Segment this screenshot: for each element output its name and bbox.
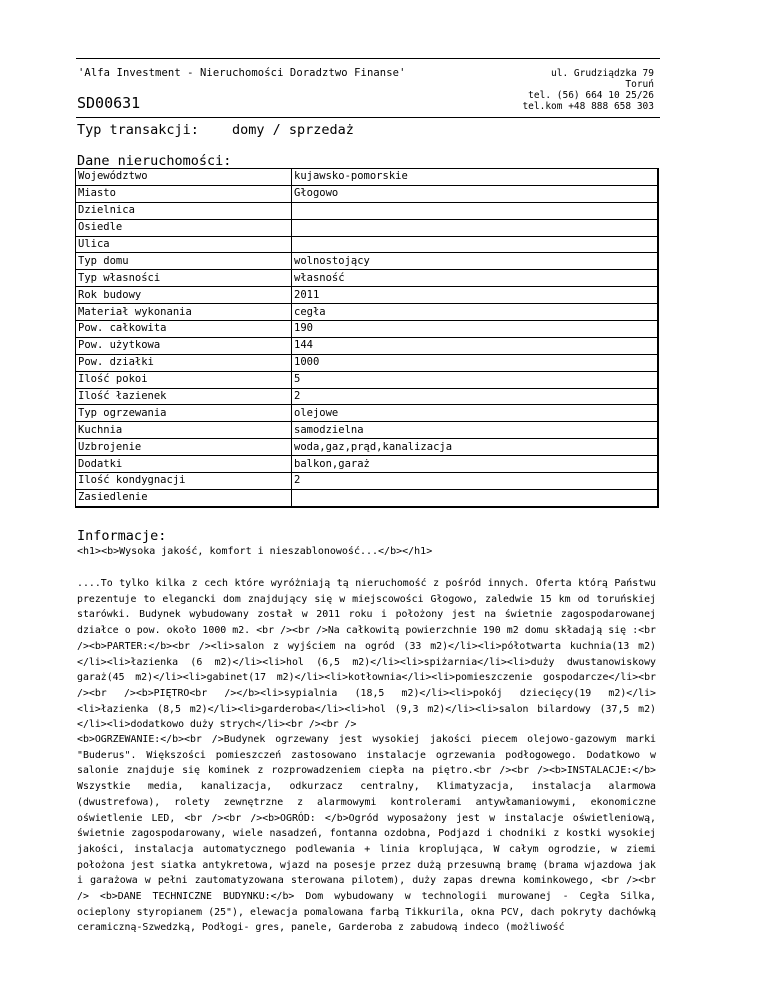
property-key: Typ domu	[76, 253, 292, 270]
property-key: Osiedle	[76, 219, 292, 236]
property-key: Dodatki	[76, 456, 292, 473]
property-key: Uzbrojenie	[76, 439, 292, 456]
property-value: balkon,garaż	[292, 456, 659, 473]
property-key: Ilość łazienek	[76, 388, 292, 405]
table-row	[76, 236, 659, 253]
property-value	[292, 236, 659, 253]
office-header	[76, 58, 660, 118]
table-row	[76, 185, 659, 202]
description-paragraph: ....To tylko kilka z cech które wyróżniają tą nieruchomość z pośród innych. Oferta którą Państwu prezentuje to elegancki dom znajdujący się w miejscowości Głogowo, zaledwie 15 km od toruńskiej starówki. Budynek wybudowany został w 2011 roku i położony jest na świetnie zagospodarowanej działce o pow. około 1000 m2. <br /><br />Na całkowitą powierzchnie 190 m2 domu składają się :<br /><b>PARTER:</b><br /><li>salon z wyjściem na ogród (33 m2)</li><li>półotwarta kuchnia(13 m2)</li><li>łazienka (6 m2)</li><li>hol (6,5 m2)</li><li>spiżarnia</li><li>duży dwustanowiskowy garaż(45 m2)</li><li>gabinet(17 m2)</li><li>kotłownia</li><li>pomieszczenie gospodarcze</li><br /><br /><b>PIĘTRO<br /></b><li>sypialnia (18,5 m2)</li><li>pokój dziecięcy(19 m2)</li><li>łazienka (8,5 m2)</li><li>garderoba</li><li>hol (9,3 m2)</li><li>salon bilardowy (37,5 m2)</li><li>dodatkowo duży strych</li><br /><br />	[77, 578, 656, 731]
property-value: woda,gaz,prąd,kanalizacja	[292, 439, 659, 456]
table-row	[76, 489, 659, 506]
table-row	[76, 321, 659, 338]
property-value: olejowe	[292, 405, 659, 422]
property-value: 5	[292, 371, 659, 388]
table-row	[76, 287, 659, 304]
transaction-value: domy / sprzedaż	[232, 122, 354, 138]
property-section-title: Dane nieruchomości:	[77, 153, 232, 169]
property-value: 2	[292, 388, 659, 405]
property-value: kujawsko-pomorskie	[292, 169, 659, 186]
table-row	[76, 304, 659, 321]
table-row	[76, 439, 659, 456]
property-key: Ulica	[76, 236, 292, 253]
property-key: Pow. działki	[76, 354, 292, 371]
property-key: Typ własności	[76, 270, 292, 287]
property-value	[292, 489, 659, 506]
offer-code: SD00631	[77, 94, 141, 112]
property-key: Typ ogrzewania	[76, 405, 292, 422]
property-key: Ilość kondygnacji	[76, 473, 292, 490]
property-value: 1000	[292, 354, 659, 371]
table-row	[76, 253, 659, 270]
property-value: 2	[292, 473, 659, 490]
property-value: wolnostojący	[292, 253, 659, 270]
address-phone: tel. (56) 664 10 25/26	[528, 90, 654, 101]
office-address	[522, 68, 654, 112]
info-headline: <h1><b>Wysoka jakość, komfort i nieszablonowość...</b></h1>	[77, 546, 433, 557]
company-name: 'Alfa Investment - Nieruchomości Doradztwo Finanse'	[78, 67, 406, 79]
property-value: samodzielna	[292, 422, 659, 439]
transaction-label: Typ transakcji:	[77, 122, 199, 138]
property-key: Dzielnica	[76, 202, 292, 219]
property-value: 190	[292, 321, 659, 338]
property-key: Rok budowy	[76, 287, 292, 304]
property-value: cegła	[292, 304, 659, 321]
table-row	[76, 202, 659, 219]
property-key: Pow. użytkowa	[76, 337, 292, 354]
property-key: Pow. całkowita	[76, 321, 292, 338]
table-row	[76, 337, 659, 354]
address-city: Toruń	[625, 79, 654, 90]
property-value: własność	[292, 270, 659, 287]
address-street: ul. Grudziądzka 79	[551, 68, 654, 79]
transaction-type	[77, 122, 354, 138]
address-mobile: tel.kom +48 888 658 303	[522, 101, 654, 112]
property-key: Ilość pokoi	[76, 371, 292, 388]
table-row	[76, 169, 659, 186]
table-row	[76, 473, 659, 490]
info-section-title: Informacje:	[77, 528, 167, 544]
property-value	[292, 202, 659, 219]
table-row	[76, 270, 659, 287]
property-value	[292, 219, 659, 236]
property-value: 2011	[292, 287, 659, 304]
table-row	[76, 422, 659, 439]
table-row	[76, 371, 659, 388]
property-value: Głogowo	[292, 185, 659, 202]
table-row	[76, 354, 659, 371]
property-key: Miasto	[76, 185, 292, 202]
property-value: 144	[292, 337, 659, 354]
property-key: Województwo	[76, 169, 292, 186]
property-table	[75, 168, 659, 508]
property-key: Materiał wykonania	[76, 304, 292, 321]
table-row	[76, 405, 659, 422]
table-row	[76, 219, 659, 236]
property-key: Kuchnia	[76, 422, 292, 439]
property-key: Zasiedlenie	[76, 489, 292, 506]
description-paragraph: <b>OGRZEWANIE:</b><br />Budynek ogrzewany jest wysokiej jakości piecem olejowo-gazowym marki "Buderus". Większości pomieszczeń zastosowano instalacje ogrzewania podłogowego. Dodatkowo w salonie znajduje się kominek z rozprowadzeniem ciepła na piętro.<br /><br /><b>INSTALACJE:</b> Wszystkie media, kanalizacja, odkurzacz centralny, Klimatyzacja, instalacja alarmowa (dwustrefowa), rolety zewnętrzne z alarmowymi kontrolerami antywłamaniowymi, ekonomiczne oświetlenie LED, <br /><br /><b>OGRÓD: </b>Ogród wyposażony jest w instalacje oświetleniową, świetnie zagospodarowany, wiele nasadzeń, fontanna ozdobna, Podjazd i chodniki z kostki wysokiej jakości, instalacja automatycznego podlewania + linia kroplująca, W całym ogrodzie, w ziemi położona jest siatka antykretowa, wjazd na posesje przez dużą przesuwną bramę (brama wjazdowa jak i garażowa w pełni zautomatyzowana sterowana pilotem), duży zapas drewna kominkowego, <br /><br /> <b>DANE TECHNICZNE BUDYNKU:</b> Dom wybudowany w technologii murowanej - Cegła Silka, ocieplony styropianem (25"), elewacja pomalowana farbą Tikkurila, okna PCV, dach pokryty dachówką ceramiczną-Szwedzką, Podłogi- gres, panele, Garderoba z zabudową indeco (możliwość	[77, 734, 656, 934]
table-row	[76, 388, 659, 405]
table-row	[76, 456, 659, 473]
